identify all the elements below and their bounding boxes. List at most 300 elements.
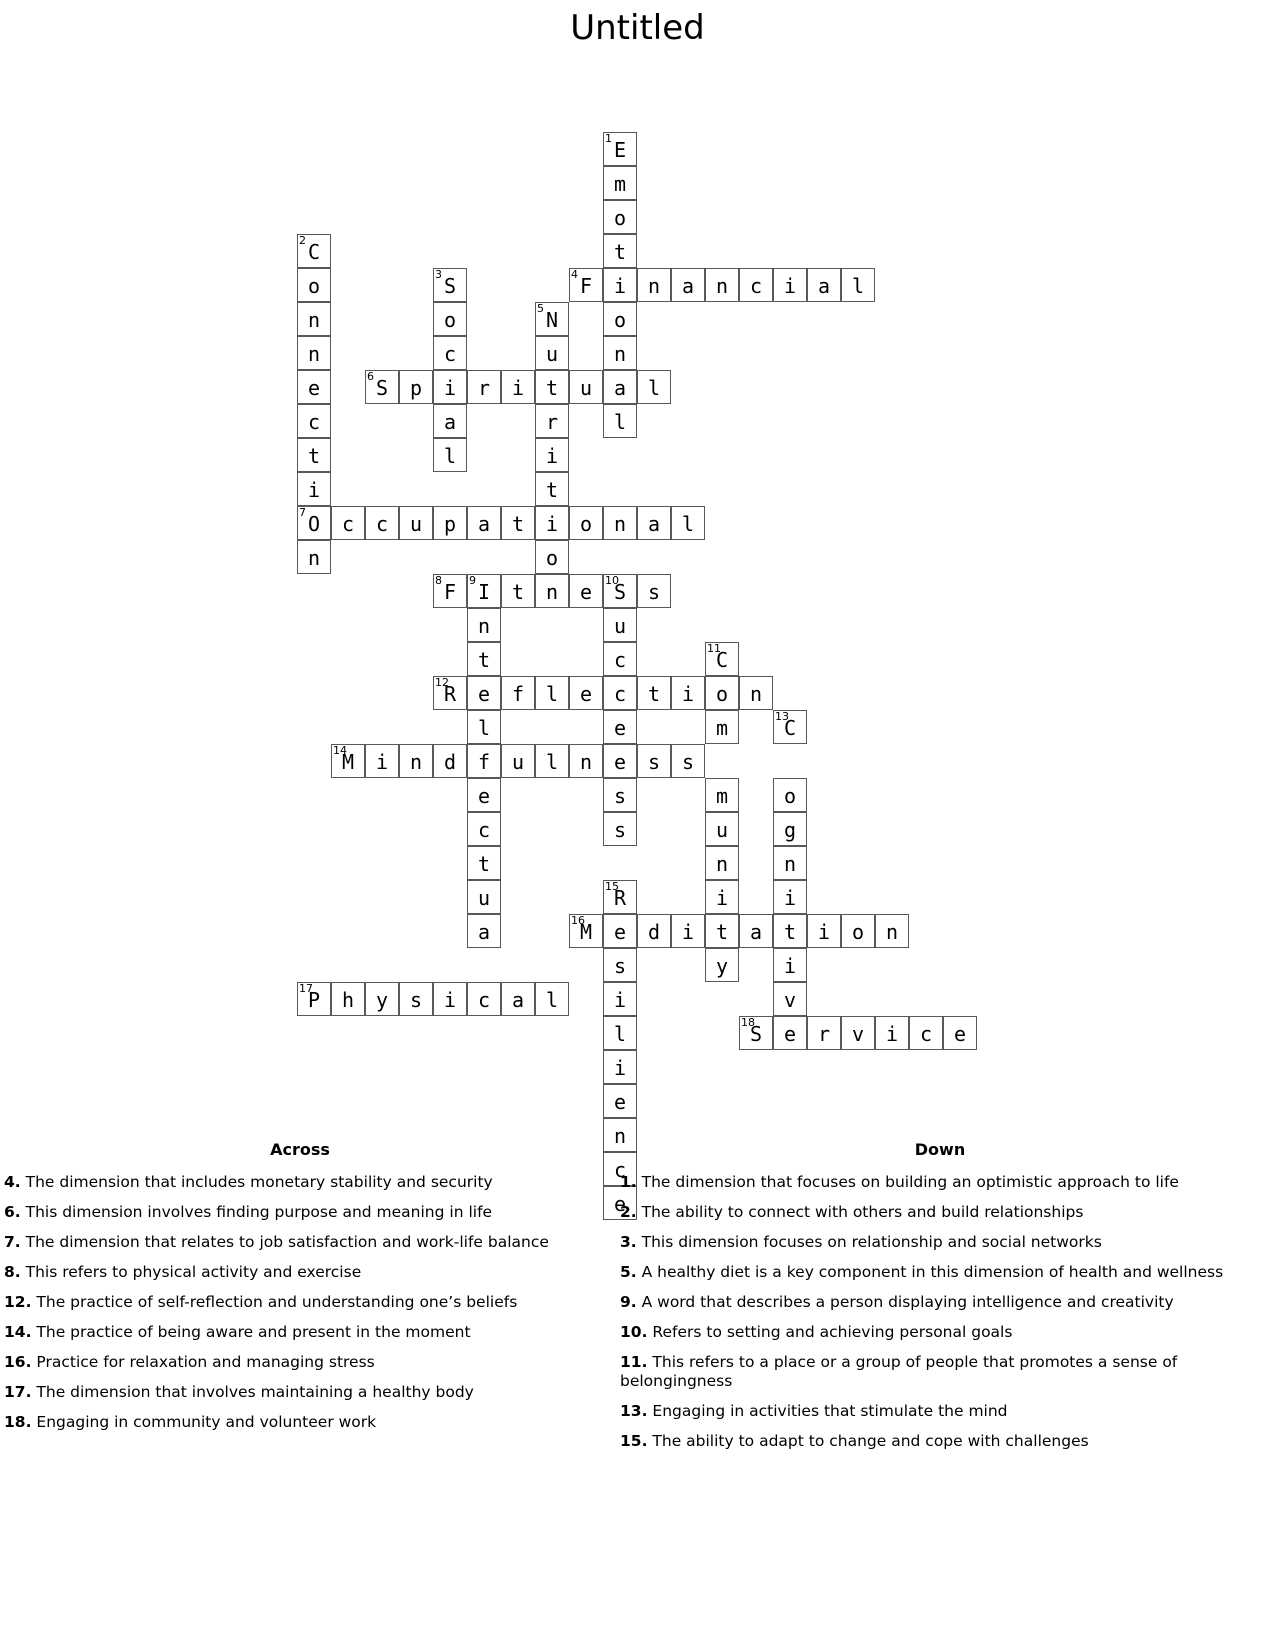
clue-number: 14. bbox=[4, 1323, 32, 1341]
grid-cell[interactable] bbox=[535, 370, 569, 404]
cell-letter: e bbox=[613, 1090, 627, 1114]
grid-cell[interactable] bbox=[467, 710, 501, 744]
grid-cell[interactable] bbox=[433, 744, 467, 778]
grid-cell[interactable] bbox=[807, 268, 841, 302]
grid-cell[interactable] bbox=[705, 914, 739, 948]
grid-cell[interactable] bbox=[603, 200, 637, 234]
grid-cell[interactable] bbox=[739, 1016, 773, 1050]
cell-letter: c bbox=[443, 342, 457, 366]
cell-letter: l bbox=[851, 274, 865, 298]
grid-cell[interactable] bbox=[467, 812, 501, 846]
cell-letter: a bbox=[477, 920, 491, 944]
clue-number: 12. bbox=[4, 1293, 32, 1311]
cell-letter: o bbox=[307, 274, 321, 298]
grid-cell[interactable] bbox=[399, 370, 433, 404]
grid-cell[interactable] bbox=[467, 846, 501, 880]
grid-cell[interactable] bbox=[297, 336, 331, 370]
grid-cell[interactable] bbox=[297, 302, 331, 336]
grid-cell[interactable] bbox=[433, 676, 467, 710]
cell-number: 17 bbox=[299, 982, 313, 995]
grid-cell[interactable] bbox=[637, 914, 671, 948]
grid-cell[interactable] bbox=[603, 268, 637, 302]
cell-letter: n bbox=[613, 1124, 627, 1148]
cell-letter: N bbox=[545, 308, 559, 332]
grid-cell[interactable] bbox=[739, 268, 773, 302]
grid-cell[interactable] bbox=[569, 506, 603, 540]
cell-letter: c bbox=[375, 512, 389, 536]
cell-letter: t bbox=[477, 648, 491, 672]
grid-cell[interactable] bbox=[671, 914, 705, 948]
cell-letter: n bbox=[477, 614, 491, 638]
clue-item[interactable] bbox=[0, 1293, 600, 1312]
grid-cell[interactable] bbox=[603, 132, 637, 166]
clue-number: 18. bbox=[4, 1413, 32, 1431]
grid-cell[interactable] bbox=[501, 982, 535, 1016]
clue-number: 16. bbox=[4, 1353, 32, 1371]
across-clues-column bbox=[0, 1140, 600, 1443]
cell-letter: s bbox=[409, 988, 423, 1012]
grid-cell[interactable] bbox=[773, 268, 807, 302]
grid-cell[interactable] bbox=[603, 234, 637, 268]
cell-letter: t bbox=[545, 376, 559, 400]
grid-cell[interactable] bbox=[603, 506, 637, 540]
cell-letter: c bbox=[477, 988, 491, 1012]
grid-cell[interactable] bbox=[943, 1016, 977, 1050]
down-clues-column bbox=[610, 1140, 1270, 1462]
grid-cell[interactable] bbox=[637, 370, 671, 404]
clue-number: 13. bbox=[620, 1402, 648, 1420]
clue-number: 2. bbox=[620, 1203, 637, 1221]
cell-number: 10 bbox=[605, 574, 619, 587]
cell-letter: e bbox=[477, 682, 491, 706]
grid-cell[interactable] bbox=[841, 1016, 875, 1050]
grid-cell[interactable] bbox=[467, 880, 501, 914]
clue-text: The practice of self-reflection and understanding one’s beliefs bbox=[31, 1293, 518, 1311]
grid-cell[interactable] bbox=[467, 608, 501, 642]
grid-cell[interactable] bbox=[399, 506, 433, 540]
grid-cell[interactable] bbox=[365, 744, 399, 778]
grid-cell[interactable] bbox=[467, 914, 501, 948]
cell-number: 11 bbox=[707, 642, 721, 655]
cell-letter: e bbox=[953, 1022, 967, 1046]
clue-item[interactable] bbox=[0, 1383, 600, 1402]
grid-cell[interactable] bbox=[331, 982, 365, 1016]
grid-cell[interactable] bbox=[297, 540, 331, 574]
clue-number: 5. bbox=[620, 1263, 637, 1281]
cell-letter: e bbox=[613, 1192, 627, 1216]
cell-letter: S bbox=[375, 376, 389, 400]
grid-cell[interactable] bbox=[467, 370, 501, 404]
down-clue-list bbox=[610, 1173, 1270, 1451]
grid-cell[interactable] bbox=[467, 982, 501, 1016]
grid-cell[interactable] bbox=[467, 744, 501, 778]
cell-letter: c bbox=[749, 274, 763, 298]
grid-cell[interactable] bbox=[433, 982, 467, 1016]
cell-letter: y bbox=[715, 954, 729, 978]
grid-cell[interactable] bbox=[433, 438, 467, 472]
grid-cell[interactable] bbox=[603, 1050, 637, 1084]
cell-letter: i bbox=[681, 920, 695, 944]
clue-item[interactable] bbox=[0, 1413, 600, 1432]
clue-item[interactable] bbox=[0, 1323, 600, 1342]
cell-letter: i bbox=[681, 682, 695, 706]
clue-text: The dimension that relates to job satisfaction and work-life balance bbox=[20, 1233, 549, 1251]
cell-letter: v bbox=[851, 1022, 865, 1046]
grid-cell[interactable] bbox=[773, 880, 807, 914]
cell-number: 16 bbox=[571, 914, 585, 927]
grid-cell[interactable] bbox=[297, 234, 331, 268]
clue-number: 10. bbox=[620, 1323, 648, 1341]
cell-letter: c bbox=[477, 818, 491, 842]
grid-cell[interactable] bbox=[807, 1016, 841, 1050]
clue-item[interactable] bbox=[610, 1233, 1270, 1252]
grid-cell[interactable] bbox=[705, 880, 739, 914]
grid-cell[interactable] bbox=[603, 574, 637, 608]
grid-cell[interactable] bbox=[603, 302, 637, 336]
cell-letter: n bbox=[715, 852, 729, 876]
grid-cell[interactable] bbox=[603, 608, 637, 642]
grid-cell[interactable] bbox=[671, 676, 705, 710]
clue-text: Practice for relaxation and managing stress bbox=[31, 1353, 375, 1371]
grid-cell[interactable] bbox=[603, 880, 637, 914]
clue-item[interactable] bbox=[610, 1263, 1270, 1282]
cell-letter: v bbox=[783, 988, 797, 1012]
cell-letter: n bbox=[579, 750, 593, 774]
cell-letter: l bbox=[545, 750, 559, 774]
cell-letter: C bbox=[307, 240, 321, 264]
grid-cell[interactable] bbox=[467, 642, 501, 676]
grid-cell[interactable] bbox=[739, 676, 773, 710]
clue-item[interactable] bbox=[610, 1323, 1270, 1342]
across-heading: Across bbox=[270, 1140, 330, 1159]
cell-letter: g bbox=[783, 818, 797, 842]
clue-item[interactable] bbox=[0, 1173, 600, 1192]
cell-letter: r bbox=[817, 1022, 831, 1046]
grid-cell[interactable] bbox=[603, 642, 637, 676]
cell-letter: n bbox=[307, 546, 321, 570]
grid-cell[interactable] bbox=[297, 438, 331, 472]
clue-item[interactable] bbox=[0, 1353, 600, 1372]
grid-cell[interactable] bbox=[433, 506, 467, 540]
clue-item[interactable] bbox=[610, 1203, 1270, 1222]
clue-text: Engaging in activities that stimulate the mind bbox=[647, 1402, 1008, 1420]
cell-letter: a bbox=[749, 920, 763, 944]
grid-cell[interactable] bbox=[467, 506, 501, 540]
grid-cell[interactable] bbox=[501, 506, 535, 540]
grid-cell[interactable] bbox=[569, 574, 603, 608]
cell-letter: l bbox=[647, 376, 661, 400]
grid-cell[interactable] bbox=[569, 914, 603, 948]
grid-cell[interactable] bbox=[297, 268, 331, 302]
grid-cell[interactable] bbox=[535, 336, 569, 370]
cell-letter: P bbox=[307, 988, 321, 1012]
cell-letter: c bbox=[613, 682, 627, 706]
grid-cell[interactable] bbox=[297, 982, 331, 1016]
clue-item[interactable] bbox=[0, 1263, 600, 1282]
grid-cell[interactable] bbox=[501, 370, 535, 404]
cell-letter: n bbox=[647, 274, 661, 298]
cell-letter: s bbox=[613, 954, 627, 978]
cell-letter: t bbox=[715, 920, 729, 944]
grid-cell[interactable] bbox=[705, 676, 739, 710]
grid-cell[interactable] bbox=[603, 1016, 637, 1050]
grid-cell[interactable] bbox=[603, 812, 637, 846]
grid-cell[interactable] bbox=[603, 676, 637, 710]
grid-cell[interactable] bbox=[773, 948, 807, 982]
grid-cell[interactable] bbox=[671, 744, 705, 778]
cell-letter: R bbox=[613, 886, 627, 910]
cell-number: 18 bbox=[741, 1016, 755, 1029]
grid-cell[interactable] bbox=[365, 506, 399, 540]
grid-cell[interactable] bbox=[705, 812, 739, 846]
grid-cell[interactable] bbox=[705, 948, 739, 982]
clue-text: This refers to a place or a group of people that promotes a sense of belongingness bbox=[620, 1353, 1178, 1390]
cell-letter: u bbox=[511, 750, 525, 774]
grid-cell[interactable] bbox=[467, 676, 501, 710]
cell-letter: i bbox=[307, 478, 321, 502]
grid-cell[interactable] bbox=[603, 914, 637, 948]
grid-cell[interactable] bbox=[603, 778, 637, 812]
cell-letter: a bbox=[443, 410, 457, 434]
cell-letter: a bbox=[647, 512, 661, 536]
cell-letter: i bbox=[443, 376, 457, 400]
grid-cell[interactable] bbox=[705, 846, 739, 880]
cell-letter: s bbox=[613, 784, 627, 808]
grid-cell[interactable] bbox=[773, 710, 807, 744]
grid-cell[interactable] bbox=[671, 506, 705, 540]
cell-letter: o bbox=[613, 206, 627, 230]
grid-cell[interactable] bbox=[501, 574, 535, 608]
grid-cell[interactable] bbox=[297, 370, 331, 404]
cell-number: 14 bbox=[333, 744, 347, 757]
cell-letter: e bbox=[613, 716, 627, 740]
cell-letter: a bbox=[477, 512, 491, 536]
clue-text: The ability to connect with others and build relationships bbox=[636, 1203, 1084, 1221]
cell-number: 5 bbox=[537, 302, 544, 315]
grid-cell[interactable] bbox=[535, 574, 569, 608]
cell-letter: t bbox=[511, 512, 525, 536]
cell-letter: m bbox=[715, 784, 729, 808]
cell-letter: a bbox=[511, 988, 525, 1012]
grid-cell[interactable] bbox=[841, 914, 875, 948]
cell-letter: n bbox=[613, 512, 627, 536]
cell-letter: l bbox=[545, 682, 559, 706]
grid-cell[interactable] bbox=[773, 1016, 807, 1050]
grid-cell[interactable] bbox=[535, 676, 569, 710]
clue-text: A healthy diet is a key component in this dimension of health and wellness bbox=[636, 1263, 1224, 1281]
grid-cell[interactable] bbox=[399, 744, 433, 778]
page-title: Untitled bbox=[570, 8, 705, 48]
cell-letter: n bbox=[409, 750, 423, 774]
clue-item[interactable] bbox=[610, 1432, 1270, 1451]
grid-cell[interactable] bbox=[569, 676, 603, 710]
grid-cell[interactable] bbox=[637, 574, 671, 608]
grid-cell[interactable] bbox=[603, 1084, 637, 1118]
grid-cell[interactable] bbox=[841, 268, 875, 302]
grid-cell[interactable] bbox=[637, 268, 671, 302]
grid-cell[interactable] bbox=[535, 438, 569, 472]
grid-cell[interactable] bbox=[297, 472, 331, 506]
grid-cell[interactable] bbox=[671, 268, 705, 302]
cell-letter: c bbox=[307, 410, 321, 434]
grid-cell[interactable] bbox=[433, 302, 467, 336]
grid-cell[interactable] bbox=[501, 744, 535, 778]
cell-letter: u bbox=[477, 886, 491, 910]
grid-cell[interactable] bbox=[433, 574, 467, 608]
clue-item[interactable] bbox=[0, 1233, 600, 1252]
grid-cell[interactable] bbox=[637, 506, 671, 540]
cell-letter: i bbox=[817, 920, 831, 944]
grid-cell[interactable] bbox=[773, 982, 807, 1016]
cell-letter: r bbox=[545, 410, 559, 434]
clue-item[interactable] bbox=[610, 1353, 1270, 1391]
grid-cell[interactable] bbox=[603, 982, 637, 1016]
cell-letter: M bbox=[579, 920, 593, 944]
grid-cell[interactable] bbox=[433, 370, 467, 404]
grid-cell[interactable] bbox=[433, 336, 467, 370]
grid-cell[interactable] bbox=[535, 472, 569, 506]
grid-cell[interactable] bbox=[603, 370, 637, 404]
grid-cell[interactable] bbox=[501, 676, 535, 710]
cell-letter: p bbox=[443, 512, 457, 536]
cell-letter: e bbox=[613, 920, 627, 944]
cell-letter: S bbox=[613, 580, 627, 604]
cell-letter: u bbox=[579, 376, 593, 400]
cell-letter: F bbox=[443, 580, 457, 604]
grid-cell[interactable] bbox=[535, 302, 569, 336]
clue-item[interactable] bbox=[610, 1293, 1270, 1312]
grid-cell[interactable] bbox=[603, 948, 637, 982]
grid-cell[interactable] bbox=[433, 268, 467, 302]
grid-cell[interactable] bbox=[637, 744, 671, 778]
cell-letter: o bbox=[545, 546, 559, 570]
cell-letter: o bbox=[613, 308, 627, 332]
grid-cell[interactable] bbox=[909, 1016, 943, 1050]
cell-letter: e bbox=[613, 750, 627, 774]
cell-letter: n bbox=[783, 852, 797, 876]
cell-letter: f bbox=[477, 750, 491, 774]
grid-cell[interactable] bbox=[365, 982, 399, 1016]
grid-cell[interactable] bbox=[569, 744, 603, 778]
grid-cell[interactable] bbox=[569, 268, 603, 302]
grid-cell[interactable] bbox=[739, 914, 773, 948]
grid-cell[interactable] bbox=[535, 982, 569, 1016]
clue-number: 7. bbox=[4, 1233, 21, 1251]
grid-cell[interactable] bbox=[637, 676, 671, 710]
grid-cell[interactable] bbox=[875, 1016, 909, 1050]
grid-cell[interactable] bbox=[297, 506, 331, 540]
cell-letter: s bbox=[647, 580, 661, 604]
grid-cell[interactable] bbox=[433, 404, 467, 438]
cell-letter: h bbox=[341, 988, 355, 1012]
cell-letter: u bbox=[545, 342, 559, 366]
cell-letter: F bbox=[579, 274, 593, 298]
clue-item[interactable] bbox=[0, 1203, 600, 1222]
clue-text: A word that describes a person displaying intelligence and creativity bbox=[636, 1293, 1174, 1311]
cell-letter: s bbox=[613, 818, 627, 842]
grid-cell[interactable] bbox=[467, 574, 501, 608]
grid-cell[interactable] bbox=[535, 540, 569, 574]
clue-item[interactable] bbox=[610, 1173, 1270, 1192]
grid-cell[interactable] bbox=[399, 982, 433, 1016]
grid-cell[interactable] bbox=[807, 914, 841, 948]
grid-cell[interactable] bbox=[603, 710, 637, 744]
cell-letter: e bbox=[783, 1022, 797, 1046]
cell-number: 8 bbox=[435, 574, 442, 587]
cell-letter: O bbox=[307, 512, 321, 536]
cell-letter: c bbox=[341, 512, 355, 536]
cell-number: 7 bbox=[299, 506, 306, 519]
cell-letter: C bbox=[783, 716, 797, 740]
grid-cell[interactable] bbox=[365, 370, 399, 404]
grid-cell[interactable] bbox=[569, 370, 603, 404]
cell-letter: t bbox=[477, 852, 491, 876]
cell-letter: n bbox=[545, 580, 559, 604]
cell-letter: n bbox=[307, 308, 321, 332]
cell-letter: t bbox=[545, 478, 559, 502]
grid-cell[interactable] bbox=[773, 812, 807, 846]
cell-number: 3 bbox=[435, 268, 442, 281]
grid-cell[interactable] bbox=[773, 778, 807, 812]
cell-letter: a bbox=[817, 274, 831, 298]
grid-cell[interactable] bbox=[603, 166, 637, 200]
clue-text: The practice of being aware and present in the moment bbox=[31, 1323, 471, 1341]
clue-text: This dimension involves finding purpose and meaning in life bbox=[20, 1203, 493, 1221]
cell-letter: d bbox=[647, 920, 661, 944]
clue-text: Refers to setting and achieving personal goals bbox=[647, 1323, 1013, 1341]
grid-cell[interactable] bbox=[467, 778, 501, 812]
grid-cell[interactable] bbox=[535, 744, 569, 778]
grid-cell[interactable] bbox=[705, 642, 739, 676]
clue-item[interactable] bbox=[610, 1402, 1270, 1421]
cell-letter: n bbox=[613, 342, 627, 366]
grid-cell[interactable] bbox=[331, 744, 365, 778]
cell-letter: m bbox=[613, 172, 627, 196]
grid-cell[interactable] bbox=[535, 506, 569, 540]
clue-number: 17. bbox=[4, 1383, 32, 1401]
cell-letter: i bbox=[885, 1022, 899, 1046]
grid-cell[interactable] bbox=[773, 914, 807, 948]
cell-number: 9 bbox=[469, 574, 476, 587]
grid-cell[interactable] bbox=[705, 710, 739, 744]
cell-letter: e bbox=[579, 580, 593, 604]
grid-cell[interactable] bbox=[331, 506, 365, 540]
clue-number: 9. bbox=[620, 1293, 637, 1311]
cell-letter: c bbox=[919, 1022, 933, 1046]
grid-cell[interactable] bbox=[773, 846, 807, 880]
grid-cell[interactable] bbox=[297, 404, 331, 438]
clue-number: 4. bbox=[4, 1173, 21, 1191]
cell-letter: c bbox=[613, 1158, 627, 1182]
grid-cell[interactable] bbox=[535, 404, 569, 438]
grid-cell[interactable] bbox=[603, 336, 637, 370]
cell-letter: i bbox=[783, 274, 797, 298]
cell-letter: i bbox=[443, 988, 457, 1012]
cell-letter: i bbox=[511, 376, 525, 400]
cell-letter: n bbox=[749, 682, 763, 706]
cell-number: 12 bbox=[435, 676, 449, 689]
grid-cell[interactable] bbox=[705, 778, 739, 812]
clue-number: 15. bbox=[620, 1432, 648, 1450]
clue-number: 3. bbox=[620, 1233, 637, 1251]
grid-cell[interactable] bbox=[603, 744, 637, 778]
cell-letter: I bbox=[477, 580, 491, 604]
cell-number: 1 bbox=[605, 132, 612, 145]
cell-letter: p bbox=[409, 376, 423, 400]
grid-cell[interactable] bbox=[603, 404, 637, 438]
grid-cell[interactable] bbox=[875, 914, 909, 948]
grid-cell[interactable] bbox=[705, 268, 739, 302]
